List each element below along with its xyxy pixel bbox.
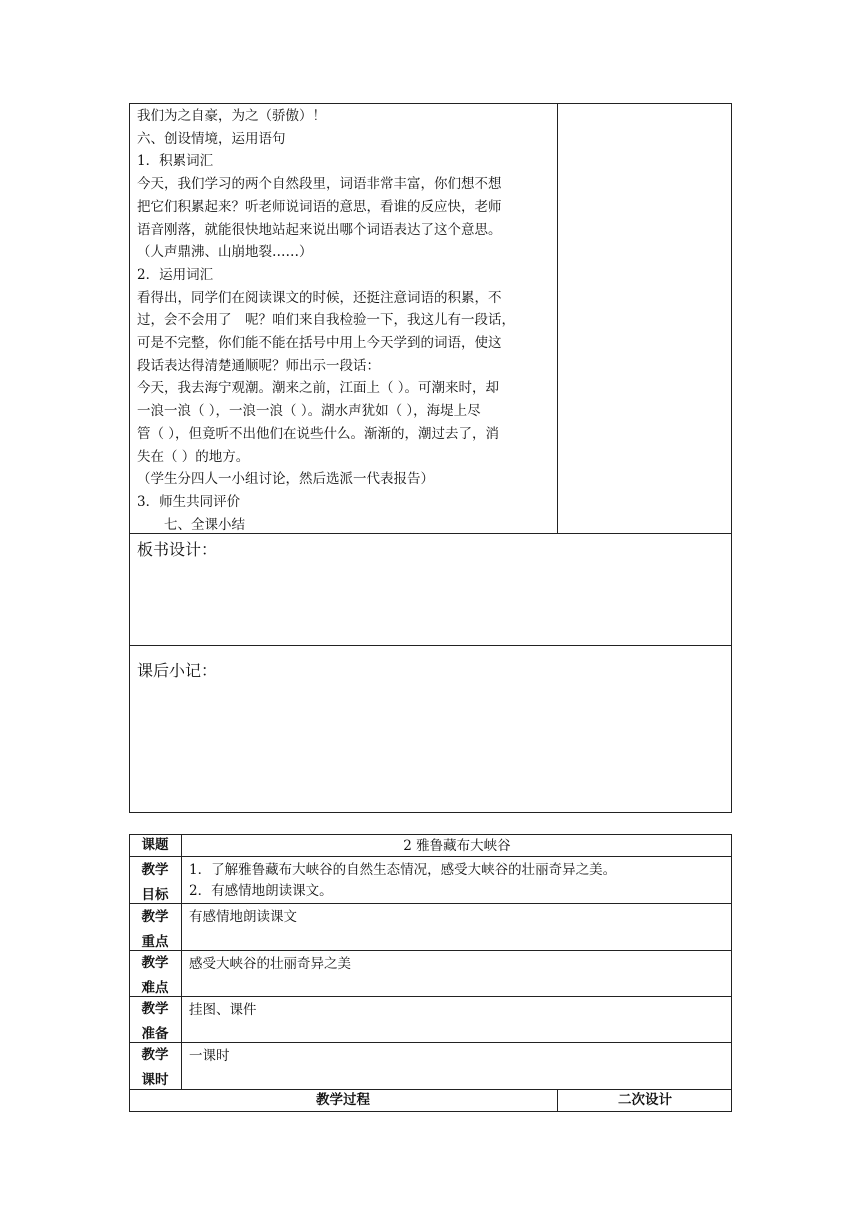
- process-line: 一浪一浪（ ），一浪一浪（ ）。湖水声犹如（ ），海堤上尽: [137, 403, 481, 420]
- after-class-notes-label: 课后小记：: [137, 661, 218, 680]
- lesson-table-row-divider: [129, 950, 732, 951]
- process-line: 今天，我去海宁观潮。潮来之前，江面上（ ）。可潮来时，却: [137, 380, 500, 397]
- preparation-label: 教学 准备: [141, 1001, 169, 1042]
- process-line: 1．积累词汇: [137, 153, 214, 170]
- class-hours-label: 教学 课时: [141, 1047, 169, 1088]
- process-line: 看得出，同学们在阅读课文的时候，还挺注意词语的积累，不: [137, 289, 502, 306]
- process-line: 语音刚落，就能很快地站起来说出哪个词语表达了这个意思。: [137, 221, 502, 238]
- process-line: 六、创设情境，运用语句: [137, 130, 286, 147]
- lesson-table-row-divider: [129, 1042, 732, 1043]
- process-line: 失在（ ）的地方。: [137, 448, 250, 465]
- preparation-content: 挂图、课件: [189, 1002, 257, 1018]
- second-design-header: 二次设计: [618, 1092, 672, 1108]
- process-line: 我们为之自豪，为之（骄傲）！: [137, 108, 326, 124]
- process-line: （人声鼎沸、山崩地裂……）: [137, 244, 313, 261]
- process-line: 3．师生共同评价: [137, 493, 241, 510]
- process-line: 可是不完整，你们能不能在括号中用上今天学到的词语，使这: [137, 335, 502, 352]
- process-line: 过，会不会用了 呢？咱们来自我检验一下，我这儿有一段话，: [137, 312, 515, 329]
- difficulties-content: 感受大峡谷的壮丽奇异之美: [189, 956, 351, 972]
- topic-label: 课题: [141, 837, 169, 853]
- class-hours-content: 一课时: [189, 1048, 230, 1064]
- teaching-process-header: 教学过程: [316, 1092, 370, 1108]
- lesson-table-row-divider: [129, 903, 732, 904]
- lesson-table-row-divider: [129, 996, 732, 997]
- top-table-row-divider: [129, 645, 732, 646]
- topic-value: 2 雅鲁藏布大峡谷: [403, 838, 511, 854]
- process-line: 2．运用词汇: [137, 266, 214, 283]
- top-table-column-divider: [557, 103, 558, 533]
- goals-content: [189, 860, 729, 902]
- key-points-label: 教学 重点: [141, 909, 169, 950]
- process-line: 管（ ），但竟听不出他们在说些什么。渐渐的，潮过去了，消: [137, 425, 500, 442]
- goal-line: 2．有感情地朗读课文。: [189, 883, 333, 899]
- process-line: 今天，我们学习的两个自然段里，词语非常丰富，你们想不想: [137, 176, 502, 193]
- process-line: （学生分四人一小组讨论，然后选派一代表报告）: [137, 471, 434, 488]
- lesson-table-label-divider: [181, 834, 182, 1089]
- goals-label: 教学 目标: [141, 862, 169, 903]
- process-line: 段话表达得清楚通顺呢？师出示一段话：: [137, 357, 380, 374]
- key-points-content: 有感情地朗读课文: [189, 909, 297, 925]
- process-line: 七、全课小结: [137, 516, 245, 533]
- board-design-label: 板书设计：: [137, 540, 218, 559]
- goal-line: 1．了解雅鲁藏布大峡谷的自然生态情况，感受大峡谷的壮丽奇异之美。: [189, 862, 617, 878]
- difficulties-label: 教学 难点: [141, 955, 169, 996]
- process-line: 把它们积累起来？听老师说词语的意思，看谁的反应快，老师: [137, 198, 502, 215]
- process-text: [137, 105, 557, 536]
